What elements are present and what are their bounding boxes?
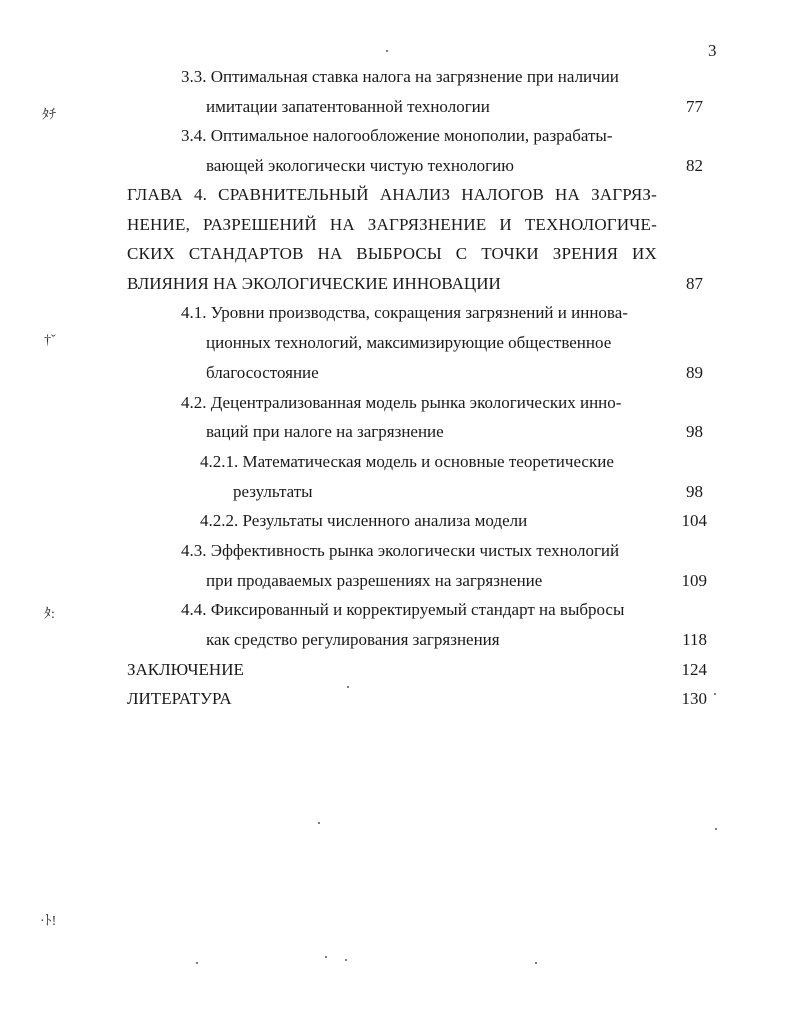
toc-entry-title-cont: результаты [233,482,313,501]
toc-entry-title-cont: имитации запатентованной технологии [206,97,490,116]
toc-entry-page: 124 [681,660,707,679]
toc-entry-title: 4.2. Децентрализованная модель рынка экологических инно- [181,393,622,412]
margin-mark: †ˇ [44,333,56,348]
scan-speck [715,828,717,830]
toc-entry-title: 3.4. Оптимальное налогообложение монополии, разрабаты- [181,126,613,145]
toc-entry-page: 98 [686,482,703,501]
chapter-title-line: ГЛАВА 4. СРАВНИТЕЛЬНЫЙ АНАЛИЗ НАЛОГОВ НА ЗАГРЯЗ- [127,185,657,204]
toc-entry-title: 4.2.1. Математическая модель и основные теоретические [200,452,614,471]
scan-speck [347,686,349,688]
scan-speck [196,962,198,964]
toc-entry-page: 130 [681,689,707,708]
scan-speck [386,50,388,52]
chapter-title-line: СКИХ СТАНДАРТОВ НА ВЫБРОСЫ С ТОЧКИ ЗРЕНИЯ ИХ [127,244,657,263]
toc-entry-title-cont: ционных технологий, максимизирующие общественное [206,333,612,352]
toc-entry-page: 77 [686,97,703,116]
toc-entry-title: 4.2.2. Результаты численного анализа модели [200,511,528,530]
toc-entry-title-cont: благосостояние [206,363,319,382]
chapter-title-line: ВЛИЯНИЯ НА ЭКОЛОГИЧЕСКИЕ ИННОВАЦИИ [127,274,501,293]
toc-entry-title: 4.4. Фиксированный и корректируемый стандарт на выбросы [181,600,625,619]
margin-mark: ﾀﾁ [42,108,56,123]
chapter-title-line: НЕНИЕ, РАЗРЕШЕНИЙ НА ЗАГРЯЗНЕНИЕ И ТЕХНОЛОГИЧЕ- [127,215,657,234]
toc-entry-page: 109 [681,571,707,590]
toc-entry-page: 118 [682,630,707,649]
toc-entry-page: 87 [686,274,703,293]
toc-entry-page: 104 [681,511,707,530]
toc-entry-title-cont: при продаваемых разрешениях на загрязнение [206,571,543,590]
toc-entry-page: 98 [686,422,703,441]
toc-entry-title: ЗАКЛЮЧЕНИЕ [127,660,244,679]
margin-mark: ·ﾄ! [40,914,57,929]
toc-entry-title-cont: вающей экологически чистую технологию [206,156,514,175]
page-number: 3 [708,41,717,60]
toc-entry-title: 4.3. Эффективность рынка экологически чистых технологий [181,541,620,560]
scan-speck [325,956,327,958]
toc-entry-title: 4.1. Уровни производства, сокращения загрязнений и иннова- [181,303,628,322]
toc-entry-title: 3.3. Оптимальная ставка налога на загрязнение при наличии [181,67,619,86]
toc-entry-title-cont: как средство регулирования загрязнения [206,630,500,649]
margin-mark: ﾀ: [44,607,55,622]
scan-speck [318,822,320,824]
scan-speck [345,959,347,961]
toc-entry-title: ЛИТЕРАТУРА [127,689,232,708]
scan-speck [714,693,716,695]
toc-entry-title-cont: ваций при налоге на загрязнение [206,422,444,441]
scan-speck [535,962,537,964]
toc-entry-page: 82 [686,156,703,175]
toc-entry-page: 89 [686,363,703,382]
